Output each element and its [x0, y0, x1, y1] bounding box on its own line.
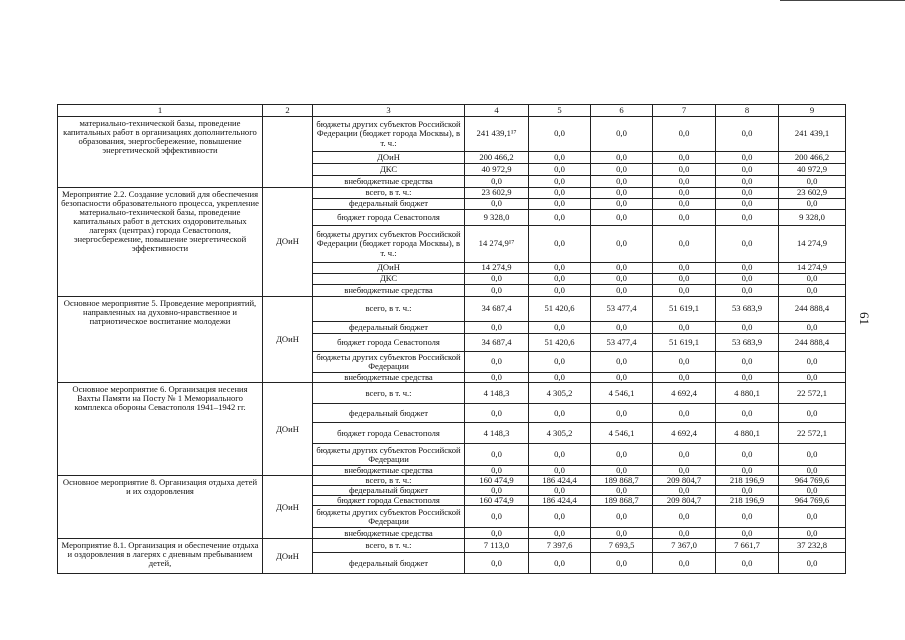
- amount-cell: 34 687,4: [465, 297, 529, 322]
- funding-source-cell: бюджеты других субъектов Российской Федерации: [313, 352, 465, 373]
- header-cell-2: 2: [263, 105, 313, 117]
- header-cell-7: 7: [653, 105, 716, 117]
- page-number: 61: [857, 312, 872, 325]
- amount-cell: 0,0: [465, 528, 529, 539]
- activity-name-cell: Мероприятие 8.1. Организация и обеспечение отдыха и оздоровления в лагерях с дневным пребыванием детей,: [58, 539, 263, 574]
- amount-cell: 0,0: [653, 285, 716, 297]
- amount-cell: 0,0: [529, 152, 591, 164]
- amount-cell: 0,0: [529, 444, 591, 466]
- amount-cell: 209 804,7: [653, 476, 716, 486]
- table-row: [58, 383, 846, 404]
- amount-cell: 7 661,7: [716, 539, 779, 553]
- amount-cell: 23 602,9: [465, 188, 529, 199]
- amount-cell: 241 439,1¹⁷: [465, 117, 529, 152]
- amount-cell: 0,0: [716, 176, 779, 188]
- amount-cell: 0,0: [529, 274, 591, 285]
- funding-source-cell: ДКС: [313, 164, 465, 176]
- amount-cell: 0,0: [653, 528, 716, 539]
- table-row: [58, 117, 846, 152]
- amount-cell: 40 972,9: [465, 164, 529, 176]
- amount-cell: 0,0: [653, 117, 716, 152]
- top-right-rule: [780, 0, 905, 1]
- amount-cell: 0,0: [465, 553, 529, 574]
- funding-source-cell: ДОиН: [313, 263, 465, 274]
- amount-cell: 9 328,0: [779, 210, 846, 226]
- amount-cell: 7 397,6: [529, 539, 591, 553]
- amount-cell: 0,0: [779, 285, 846, 297]
- amount-cell: 53 477,4: [591, 297, 653, 322]
- amount-cell: 4 546,1: [591, 383, 653, 404]
- amount-cell: 0,0: [779, 444, 846, 466]
- amount-cell: 0,0: [591, 285, 653, 297]
- amount-cell: 0,0: [529, 506, 591, 528]
- amount-cell: 4 880,1: [716, 383, 779, 404]
- amount-cell: 160 474,9: [465, 476, 529, 486]
- amount-cell: 0,0: [591, 373, 653, 383]
- table-header-row: [58, 105, 846, 117]
- amount-cell: 200 466,2: [465, 152, 529, 164]
- amount-cell: 9 328,0: [465, 210, 529, 226]
- funding-source-cell: бюджеты других субъектов Российской Федерации (бюджет города Москвы), в т. ч.:: [313, 117, 465, 152]
- amount-cell: 0,0: [653, 553, 716, 574]
- amount-cell: 0,0: [779, 199, 846, 210]
- funding-source-cell: бюджет города Севастополя: [313, 334, 465, 352]
- amount-cell: 0,0: [465, 285, 529, 297]
- executor-cell: ДОиН: [263, 476, 313, 539]
- amount-cell: 964 769,6: [779, 496, 846, 506]
- amount-cell: 22 572,1: [779, 423, 846, 444]
- amount-cell: 0,0: [529, 285, 591, 297]
- amount-cell: 0,0: [529, 466, 591, 476]
- amount-cell: 22 572,1: [779, 383, 846, 404]
- amount-cell: 0,0: [653, 352, 716, 373]
- amount-cell: 0,0: [716, 553, 779, 574]
- funding-source-cell: всего, в т. ч.:: [313, 476, 465, 486]
- activity-name-cell: Мероприятие 2.2. Создание условий для обеспечения безопасности образовательного процесса, укрепление материально-технической базы, проведение капитальных работ в детских оздоровительных лагерях (центрах) города Севастополя, энергосбережение, повышение энергетической эффективности: [58, 188, 263, 297]
- amount-cell: 0,0: [529, 164, 591, 176]
- amount-cell: 0,0: [653, 322, 716, 334]
- amount-cell: 0,0: [716, 528, 779, 539]
- amount-cell: 186 424,4: [529, 496, 591, 506]
- amount-cell: 964 769,6: [779, 476, 846, 486]
- amount-cell: 0,0: [779, 466, 846, 476]
- amount-cell: 0,0: [465, 176, 529, 188]
- amount-cell: 7 367,0: [653, 539, 716, 553]
- header-cell-8: 8: [716, 105, 779, 117]
- amount-cell: 0,0: [591, 210, 653, 226]
- funding-source-cell: федеральный бюджет: [313, 486, 465, 496]
- amount-cell: 0,0: [779, 352, 846, 373]
- amount-cell: 51 619,1: [653, 334, 716, 352]
- amount-cell: 0,0: [465, 352, 529, 373]
- funding-source-cell: бюджет города Севастополя: [313, 210, 465, 226]
- header-cell-9: 9: [779, 105, 846, 117]
- amount-cell: 0,0: [653, 373, 716, 383]
- funding-source-cell: федеральный бюджет: [313, 553, 465, 574]
- funding-source-cell: бюджет города Севастополя: [313, 496, 465, 506]
- amount-cell: 0,0: [716, 188, 779, 199]
- executor-cell: ДОиН: [263, 297, 313, 383]
- amount-cell: 0,0: [591, 263, 653, 274]
- amount-cell: 0,0: [653, 152, 716, 164]
- amount-cell: 37 232,8: [779, 539, 846, 553]
- amount-cell: 4 880,1: [716, 423, 779, 444]
- amount-cell: 0,0: [779, 274, 846, 285]
- amount-cell: 0,0: [779, 322, 846, 334]
- amount-cell: 0,0: [653, 404, 716, 423]
- amount-cell: 0,0: [653, 486, 716, 496]
- amount-cell: 0,0: [465, 506, 529, 528]
- amount-cell: 0,0: [465, 404, 529, 423]
- amount-cell: 0,0: [465, 274, 529, 285]
- amount-cell: 0,0: [529, 486, 591, 496]
- activity-name-cell: Основное мероприятие 5. Проведение мероприятий, направленных на духовно-нравственное и патриотическое воспитание молодежи: [58, 297, 263, 383]
- amount-cell: 186 424,4: [529, 476, 591, 486]
- amount-cell: 14 274,9: [779, 263, 846, 274]
- amount-cell: 209 804,7: [653, 496, 716, 506]
- amount-cell: 0,0: [716, 274, 779, 285]
- amount-cell: 0,0: [591, 176, 653, 188]
- activity-name-cell: Основное мероприятие 8. Организация отдыха детей и их оздоровления: [58, 476, 263, 539]
- funding-source-cell: всего, в т. ч.:: [313, 539, 465, 553]
- amount-cell: 0,0: [465, 322, 529, 334]
- amount-cell: 0,0: [529, 322, 591, 334]
- amount-cell: 0,0: [653, 444, 716, 466]
- header-cell-4: 4: [465, 105, 529, 117]
- funding-source-cell: внебюджетные средства: [313, 285, 465, 297]
- table-row: [58, 539, 846, 553]
- amount-cell: 0,0: [779, 553, 846, 574]
- funding-source-cell: федеральный бюджет: [313, 404, 465, 423]
- amount-cell: 53 477,4: [591, 334, 653, 352]
- amount-cell: 0,0: [716, 466, 779, 476]
- amount-cell: 0,0: [716, 404, 779, 423]
- funding-source-cell: бюджеты других субъектов Российской Федерации: [313, 506, 465, 528]
- funding-source-cell: внебюджетные средства: [313, 373, 465, 383]
- amount-cell: 244 888,4: [779, 334, 846, 352]
- amount-cell: 0,0: [591, 352, 653, 373]
- amount-cell: 23 602,9: [779, 188, 846, 199]
- header-cell-5: 5: [529, 105, 591, 117]
- amount-cell: 0,0: [529, 352, 591, 373]
- amount-cell: 0,0: [591, 226, 653, 263]
- amount-cell: 0,0: [716, 486, 779, 496]
- amount-cell: 0,0: [591, 486, 653, 496]
- amount-cell: 0,0: [653, 210, 716, 226]
- amount-cell: 0,0: [529, 404, 591, 423]
- amount-cell: 7 693,5: [591, 539, 653, 553]
- executor-cell: ДОиН: [263, 539, 313, 574]
- amount-cell: 0,0: [716, 285, 779, 297]
- amount-cell: 0,0: [653, 188, 716, 199]
- header-cell-3: 3: [313, 105, 465, 117]
- funding-source-cell: бюджеты других субъектов Российской Федерации: [313, 444, 465, 466]
- amount-cell: 0,0: [653, 164, 716, 176]
- executor-cell: ДОиН: [263, 188, 313, 297]
- funding-source-cell: бюджеты других субъектов Российской Федерации (бюджет города Москвы), в т. ч.:: [313, 226, 465, 263]
- amount-cell: 0,0: [529, 373, 591, 383]
- amount-cell: 189 868,7: [591, 496, 653, 506]
- amount-cell: 4 692,4: [653, 383, 716, 404]
- amount-cell: 7 113,0: [465, 539, 529, 553]
- amount-cell: 0,0: [529, 188, 591, 199]
- amount-cell: 0,0: [591, 444, 653, 466]
- amount-cell: 0,0: [779, 528, 846, 539]
- amount-cell: 0,0: [529, 226, 591, 263]
- amount-cell: 0,0: [591, 528, 653, 539]
- amount-cell: 0,0: [716, 152, 779, 164]
- amount-cell: 4 148,3: [465, 423, 529, 444]
- amount-cell: 0,0: [591, 199, 653, 210]
- amount-cell: 0,0: [591, 466, 653, 476]
- amount-cell: 0,0: [591, 152, 653, 164]
- amount-cell: 0,0: [653, 226, 716, 263]
- amount-cell: 0,0: [591, 322, 653, 334]
- amount-cell: 0,0: [591, 188, 653, 199]
- activity-name-cell: Основное мероприятие 6. Организация несения Вахты Памяти на Посту № 1 Мемориального комплекса обороны Севастополя 1941–1942 гг.: [58, 383, 263, 476]
- amount-cell: 241 439,1: [779, 117, 846, 152]
- amount-cell: 0,0: [465, 486, 529, 496]
- amount-cell: 0,0: [529, 553, 591, 574]
- amount-cell: 0,0: [591, 164, 653, 176]
- amount-cell: 14 274,9: [779, 226, 846, 263]
- amount-cell: 0,0: [591, 553, 653, 574]
- amount-cell: 4 305,2: [529, 383, 591, 404]
- amount-cell: 34 687,4: [465, 334, 529, 352]
- funding-source-cell: всего, в т. ч.:: [313, 188, 465, 199]
- amount-cell: 0,0: [591, 274, 653, 285]
- amount-cell: 0,0: [653, 466, 716, 476]
- amount-cell: 4 546,1: [591, 423, 653, 444]
- amount-cell: 0,0: [779, 486, 846, 496]
- funding-source-cell: внебюджетные средства: [313, 176, 465, 188]
- funding-source-cell: федеральный бюджет: [313, 322, 465, 334]
- amount-cell: 14 274,9: [465, 263, 529, 274]
- amount-cell: 51 619,1: [653, 297, 716, 322]
- amount-cell: 0,0: [529, 528, 591, 539]
- amount-cell: 200 466,2: [779, 152, 846, 164]
- amount-cell: 244 888,4: [779, 297, 846, 322]
- amount-cell: 0,0: [779, 176, 846, 188]
- header-cell-6: 6: [591, 105, 653, 117]
- amount-cell: 0,0: [465, 466, 529, 476]
- amount-cell: 0,0: [716, 322, 779, 334]
- amount-cell: 4 148,3: [465, 383, 529, 404]
- amount-cell: 189 868,7: [591, 476, 653, 486]
- funding-source-cell: ДКС: [313, 274, 465, 285]
- executor-cell: [263, 117, 313, 188]
- amount-cell: 53 683,9: [716, 297, 779, 322]
- amount-cell: 0,0: [529, 210, 591, 226]
- amount-cell: 0,0: [716, 199, 779, 210]
- amount-cell: 0,0: [716, 444, 779, 466]
- amount-cell: 4 692,4: [653, 423, 716, 444]
- amount-cell: 0,0: [779, 506, 846, 528]
- amount-cell: 0,0: [716, 373, 779, 383]
- amount-cell: 0,0: [716, 226, 779, 263]
- amount-cell: 0,0: [653, 506, 716, 528]
- amount-cell: 0,0: [529, 176, 591, 188]
- amount-cell: 0,0: [653, 176, 716, 188]
- amount-cell: 51 420,6: [529, 297, 591, 322]
- amount-cell: 40 972,9: [779, 164, 846, 176]
- amount-cell: 0,0: [591, 404, 653, 423]
- amount-cell: 0,0: [716, 164, 779, 176]
- amount-cell: 0,0: [465, 444, 529, 466]
- amount-cell: 0,0: [716, 506, 779, 528]
- amount-cell: 0,0: [653, 199, 716, 210]
- executor-cell: ДОиН: [263, 383, 313, 476]
- funding-source-cell: внебюджетные средства: [313, 466, 465, 476]
- amount-cell: 0,0: [591, 117, 653, 152]
- table-row: [58, 297, 846, 322]
- amount-cell: 0,0: [465, 373, 529, 383]
- amount-cell: 4 305,2: [529, 423, 591, 444]
- amount-cell: 0,0: [716, 263, 779, 274]
- amount-cell: 0,0: [716, 117, 779, 152]
- amount-cell: 14 274,9¹⁷: [465, 226, 529, 263]
- amount-cell: 51 420,6: [529, 334, 591, 352]
- amount-cell: 0,0: [591, 506, 653, 528]
- header-cell-1: 1: [58, 105, 263, 117]
- amount-cell: 0,0: [716, 352, 779, 373]
- funding-source-cell: внебюджетные средства: [313, 528, 465, 539]
- funding-source-cell: бюджет города Севастополя: [313, 423, 465, 444]
- funding-source-cell: ДОиН: [313, 152, 465, 164]
- activity-name-cell: материально-технической базы, проведение капитальных работ в организациях дополнительного образования, энергосбережение, повышение энергетической эффективности: [58, 117, 263, 188]
- amount-cell: 0,0: [653, 263, 716, 274]
- funding-source-cell: всего, в т. ч.:: [313, 383, 465, 404]
- amount-cell: 218 196,9: [716, 496, 779, 506]
- amount-cell: 0,0: [653, 274, 716, 285]
- amount-cell: 218 196,9: [716, 476, 779, 486]
- budget-table: [57, 104, 846, 574]
- amount-cell: 0,0: [465, 199, 529, 210]
- funding-source-cell: федеральный бюджет: [313, 199, 465, 210]
- amount-cell: 0,0: [529, 117, 591, 152]
- amount-cell: 0,0: [529, 199, 591, 210]
- amount-cell: 0,0: [529, 263, 591, 274]
- table-row: [58, 476, 846, 486]
- amount-cell: 160 474,9: [465, 496, 529, 506]
- amount-cell: 53 683,9: [716, 334, 779, 352]
- amount-cell: 0,0: [716, 210, 779, 226]
- amount-cell: 0,0: [779, 373, 846, 383]
- table-row: [58, 188, 846, 199]
- funding-source-cell: всего, в т. ч.:: [313, 297, 465, 322]
- amount-cell: 0,0: [779, 404, 846, 423]
